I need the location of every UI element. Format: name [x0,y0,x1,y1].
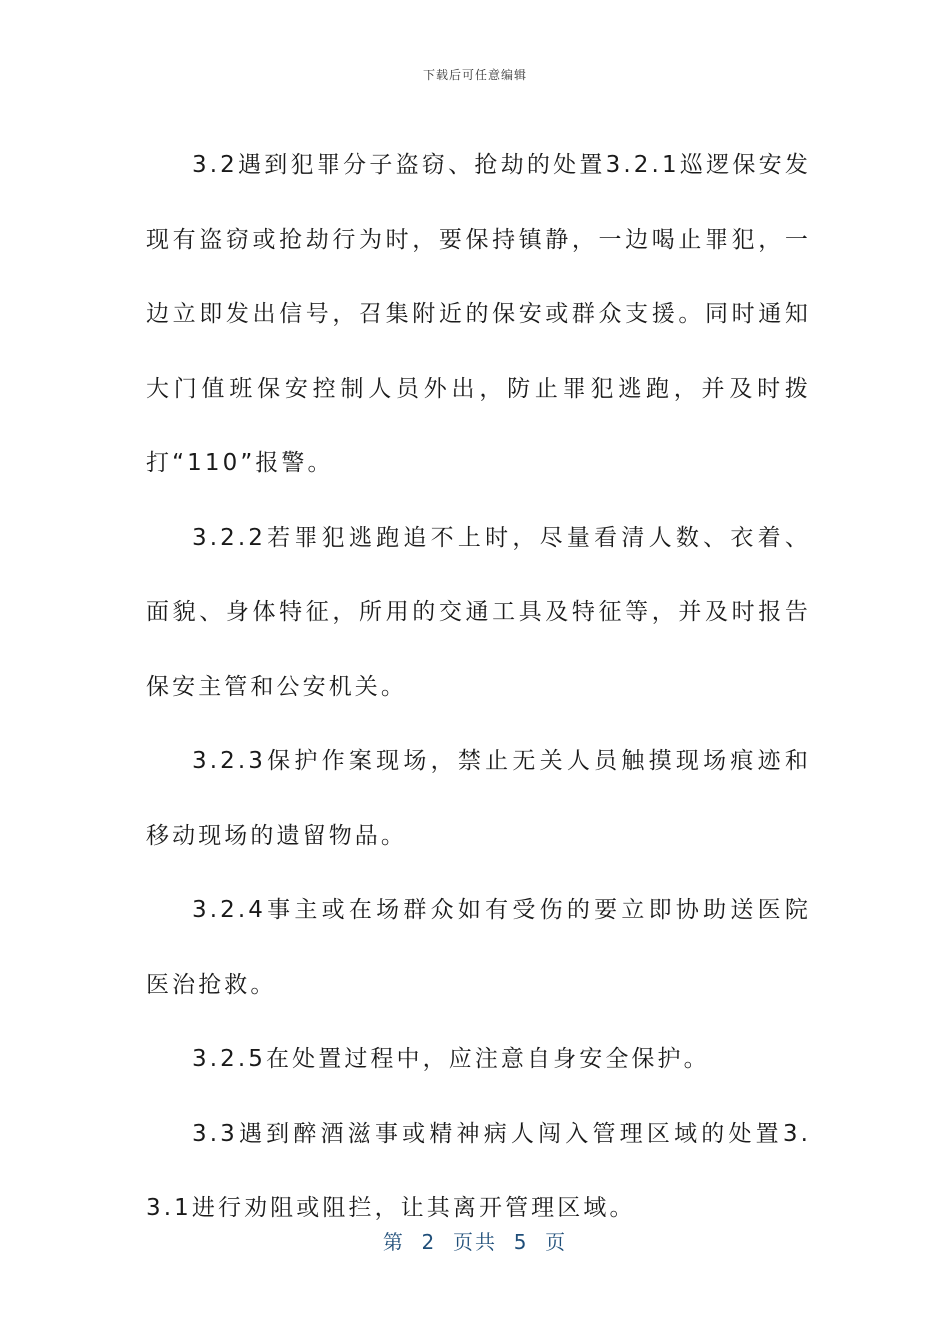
paragraph-3-2-2: 3.2.2若罪犯逃跑追不上时，尽量看清人数、衣着、面貌、身体特征，所用的交通工具及特征等，并及时报告保安主管和公安机关。 [146,524,811,700]
document-body [146,128,811,1246]
paragraph-3-2-4: 3.2.4事主或在场群众如有受伤的要立即协助送医院医治抢救。 [146,897,811,998]
page-header-note: 下载后可任意编辑 [422,68,527,82]
page-number-footer: 第 2 页共 5 页 [382,1230,568,1254]
paragraph-3-3: 3.3遇到醉酒滋事或精神病人闯入管理区域的处置3.3.1进行劝阻或阻拦，让其离开管理区域。 [146,1120,811,1221]
paragraph-3-2-3: 3.2.3保护作案现场，禁止无关人员触摸现场痕迹和移动现场的遗留物品。 [146,748,811,849]
paragraph-3-2-5: 3.2.5在处置过程中，应注意自身安全保护。 [192,1046,710,1072]
paragraph-3-2: 3.2遇到犯罪分子盗窃、抢劫的处置3.2.1巡逻保安发现有盗窃或抢劫行为时，要保持镇静，一边喝止罪犯，一边立即发出信号，召集附近的保安或群众支援。同时通知大门值班保安控制人员外出，防止罪犯逃跑，并及时拨打“110”报警。 [146,152,811,476]
